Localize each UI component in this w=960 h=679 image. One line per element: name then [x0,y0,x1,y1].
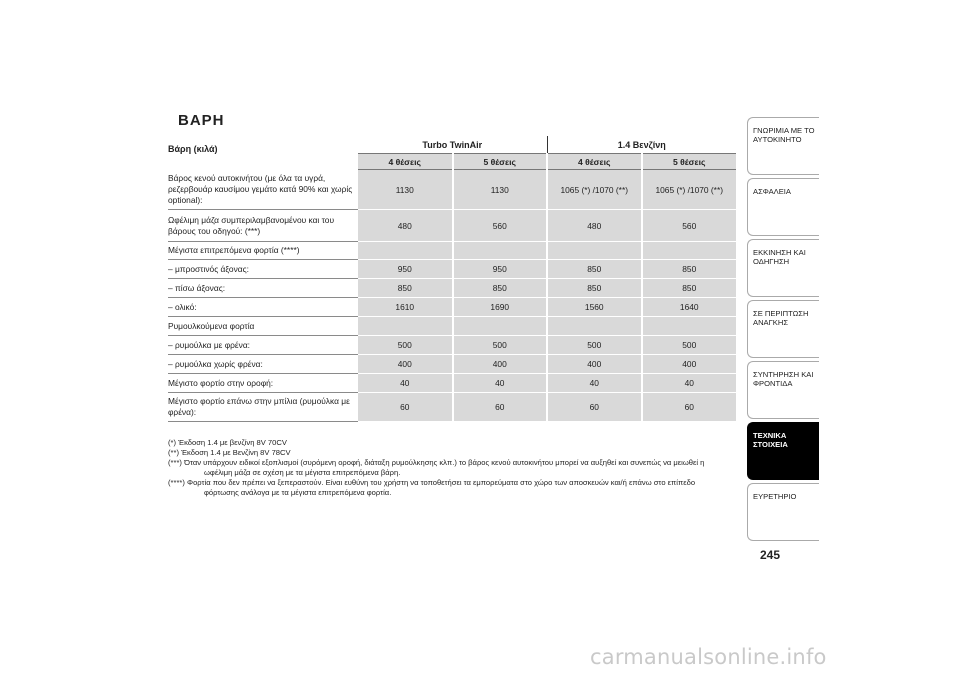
cell-value [642,242,737,260]
cell-value: 500 [358,336,453,355]
subheader: 5 θέσεις [453,154,548,170]
footnote [168,478,728,498]
tab-technical-data[interactable]: ΤΕΧΝΙΚΑ ΣΤΟΙΧΕΙΑ [747,422,819,480]
tab-safety[interactable]: ΑΣΦΑΛΕΙΑ [747,178,819,236]
table-row [168,170,736,210]
cell-value [453,317,548,336]
row-label: Μέγιστα επιτρεπόμενα φορτία (****) [168,242,358,260]
footnote [168,458,728,478]
cell-value: 1065 (*) /1070 (**) [642,170,737,210]
row-label: Βάρος κενού αυτοκινήτου (με όλα τα υγρά, ρεζερβουάρ καυσίμου γεμάτο κατά 90% και χωρίς optional): [168,170,358,210]
cell-value: 950 [453,260,548,279]
row-label: – ρυμούλκα με φρένα: [168,336,358,355]
row-label: – μπροστινός άξονας: [168,260,358,279]
cell-value: 500 [642,336,737,355]
footnote-text: Έκδοση 1.4 με Βενζίνη 8V 78CV [181,448,291,457]
cell-value: 1130 [453,170,548,210]
footnote-text: Όταν υπάρχουν ειδικοί εξοπλισμοί (συρόμενη οροφή, διάταξη ρυμούλκησης κλπ.) το βάρος κενού αυτοκινήτου μπορεί να αυξηθεί και συνεπώς να μειωθεί η [184,458,705,467]
footnote-mark: (**) [168,448,179,457]
table-row [168,355,736,374]
cell-value: 480 [547,210,642,242]
row-label: – ολικό: [168,298,358,317]
cell-value: 1690 [453,298,548,317]
subheader: 4 θέσεις [358,154,453,170]
table-row [168,279,736,298]
cell-value: 400 [642,355,737,374]
cell-value: 60 [642,393,737,422]
cell-value: 400 [547,355,642,374]
footnote-mark: (****) [168,478,185,487]
table-row [168,210,736,242]
row-label: – ρυμούλκα χωρίς φρένα: [168,355,358,374]
footnote-continuation: φόρτωσης ανάλογα με τα μέγιστα επιτρεπόμενα φορτία. [204,488,392,497]
table-row [168,317,736,336]
table-row [168,336,736,355]
table-row [168,393,736,422]
cell-value: 560 [453,210,548,242]
cell-value: 850 [453,279,548,298]
table-row [168,298,736,317]
cell-value: 560 [642,210,737,242]
subheader: 4 θέσεις [547,154,642,170]
cell-value: 850 [547,260,642,279]
table-row [168,260,736,279]
footnote-text: Έκδοση 1.4 με βενζίνη 8V 70CV [178,438,287,447]
tab-getting-to-know-car[interactable]: ΓΝΩΡΙΜΙΑ ΜΕ ΤΟ ΑΥΤΟΚΙΝΗΤΟ [747,117,819,175]
page-title: ΒΑΡΗ [178,112,225,129]
footnote-mark: (***) [168,458,182,467]
cell-value: 950 [358,260,453,279]
cell-value: 40 [453,374,548,393]
row-label: Ρυμουλκούμενα φορτία [168,317,358,336]
cell-value: 480 [358,210,453,242]
cell-value: 500 [547,336,642,355]
cell-value: 1130 [358,170,453,210]
cell-value [547,242,642,260]
subheader: 5 θέσεις [642,154,737,170]
cell-value: 60 [453,393,548,422]
cell-value [358,317,453,336]
row-label: – πίσω άξονας: [168,279,358,298]
cell-value: 400 [358,355,453,374]
cell-value: 850 [547,279,642,298]
tab-emergency[interactable]: ΣΕ ΠΕΡΙΠΤΩΣΗ ΑΝΑΓΚΗΣ [747,300,819,358]
chapter-tabs [747,117,819,544]
cell-value: 850 [642,279,737,298]
cell-value: 850 [358,279,453,298]
tab-index[interactable]: ΕΥΡΕΤΗΡΙΟ [747,483,819,541]
page-number: 245 [760,548,781,562]
cell-value: 40 [358,374,453,393]
cell-value [642,317,737,336]
cell-value: 400 [453,355,548,374]
footnotes [168,438,728,498]
group-header-14: 1.4 Βενζίνη [547,136,736,154]
table-row [168,374,736,393]
row-label: Ωφέλιμη μάζα συμπεριλαμβανομένου και του βάρους του οδηγού: (***) [168,210,358,242]
cell-value: 60 [547,393,642,422]
weights-table [168,136,736,422]
footnote-text: Φορτία που δεν πρέπει να ξεπεραστούν. Είναι ευθύνη του χρήστη να τοποθετήσει τα εμπορεύματα στο χώρο των αποσκευών και/ή επάνω στο επίπεδο [187,478,696,487]
tab-starting-driving[interactable]: ΕΚΚΙΝΗΣΗ ΚΑΙ ΟΔΗΓΗΣΗ [747,239,819,297]
watermark: carmanualsonline.info [590,645,827,669]
cell-value [547,317,642,336]
footnote [168,438,728,448]
table-label-header: Βάρη (κιλά) [168,144,218,154]
row-label: Μέγιστο φορτίο επάνω στην μπίλια (ρυμούλκα με φρένα): [168,393,358,422]
cell-value: 60 [358,393,453,422]
footnote [168,448,728,458]
cell-value [358,242,453,260]
footnote-mark: (*) [168,438,177,447]
cell-value: 500 [453,336,548,355]
row-label: Μέγιστο φορτίο στην οροφή: [168,374,358,393]
cell-value: 1560 [547,298,642,317]
cell-value: 1065 (*) /1070 (**) [547,170,642,210]
cell-value [453,242,548,260]
cell-value: 1640 [642,298,737,317]
group-header-row [168,136,736,154]
group-header-turbo: Turbo TwinAir [422,139,483,150]
cell-value: 1610 [358,298,453,317]
tab-maintenance[interactable]: ΣΥΝΤΗΡΗΣΗ ΚΑΙ ΦΡΟΝΤΙΔΑ [747,361,819,419]
cell-value: 40 [642,374,737,393]
footnote-continuation: ωφέλιμη μάζα σε σχέση με τα μέγιστα επιτρεπόμενα βάρη. [204,468,401,477]
table-row [168,242,736,260]
cell-value: 40 [547,374,642,393]
cell-value: 850 [642,260,737,279]
